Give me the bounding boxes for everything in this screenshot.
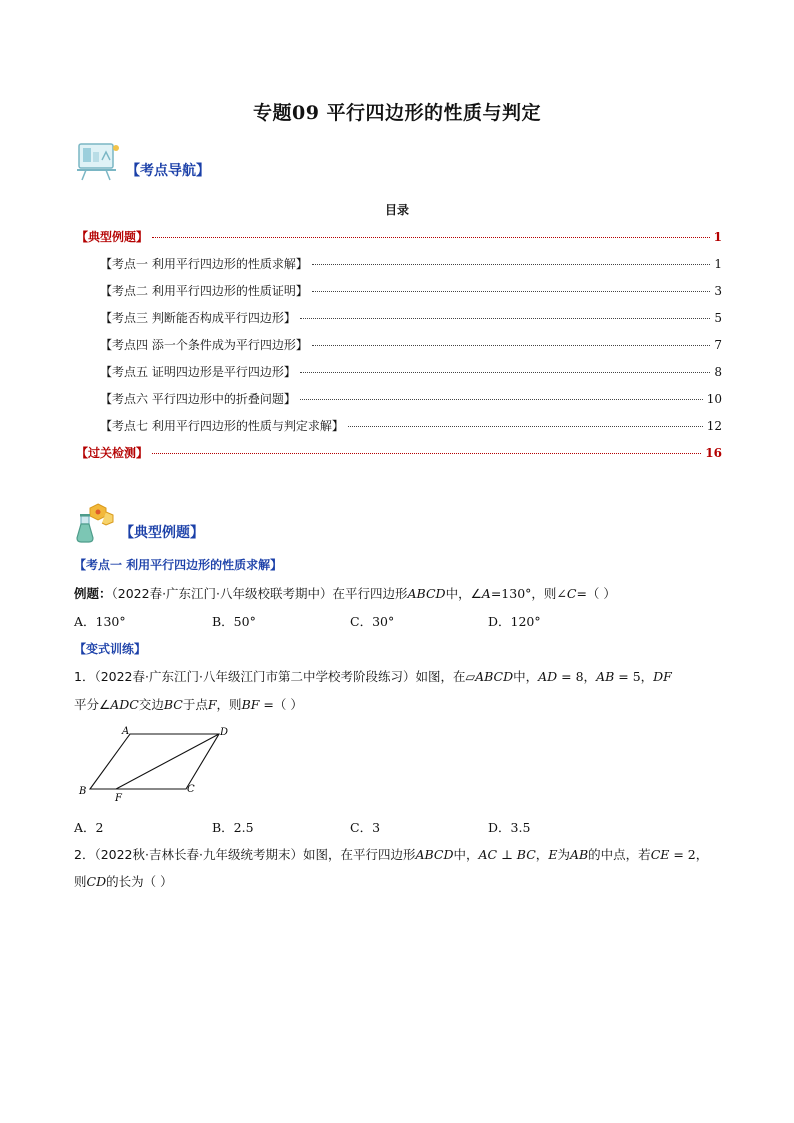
toc-item-text: 【过关检测】 [76, 446, 149, 460]
point-label-d: D [220, 727, 229, 738]
toc-item-page: 1 [713, 230, 722, 244]
toc-item-text: 【考点四 添一个条件成为平行四边形】 [100, 338, 308, 352]
toc-item[interactable] [100, 417, 722, 434]
toc-leader-dots [152, 237, 710, 238]
parallelogram-abcd [90, 734, 219, 789]
point-label-f: F [115, 793, 122, 804]
toc-item[interactable] [100, 363, 722, 380]
toc-item-page: 1 [714, 257, 722, 271]
option-a[interactable]: A．2 [74, 820, 104, 835]
toc-leader-dots [312, 345, 711, 346]
toc-leader-dots [152, 453, 701, 454]
whiteboard-icon [76, 140, 122, 182]
examples-section-label: 【典型例题】 [120, 525, 204, 541]
toc-item[interactable] [100, 282, 722, 299]
q1-line2: 平分∠ADC交边BC于点F，则BF =（ ） [74, 697, 303, 712]
toc-item-page: 8 [714, 365, 722, 379]
nav-section-label: 【考点导航】 [126, 163, 210, 179]
toc-item[interactable] [100, 336, 722, 353]
example-prefix: 例题： [74, 586, 112, 601]
option-c[interactable]: C．3 [350, 820, 381, 835]
parallelogram-figure [74, 722, 244, 806]
topic1-label: 【考点一 利用平行四边形的性质求解】 [74, 558, 283, 572]
toc-item[interactable] [76, 444, 722, 461]
toc-item[interactable] [100, 390, 722, 407]
toc-item-page: 7 [714, 338, 722, 352]
toc-leader-dots [300, 372, 711, 373]
toc-item[interactable] [100, 255, 722, 272]
option-b[interactable]: B．2.5 [212, 820, 254, 835]
toc-heading: 目录 [384, 203, 409, 217]
example-source: （2022春·广东江门·八年级校联考期中）在平行四边形 [111, 586, 408, 601]
variant-label: 【变式训练】 [74, 642, 147, 656]
q2-line2: 则CD的长为（ ） [74, 874, 173, 889]
point-label-a: A [122, 726, 130, 737]
toc-item[interactable] [76, 228, 722, 245]
toc-leader-dots [300, 399, 703, 400]
toc-item-text: 【考点一 利用平行四边形的性质求解】 [100, 257, 308, 271]
toc-leader-dots [300, 318, 711, 319]
q1-line1: 1．（2022春·广东江门·八年级江门市第二中学校考阶段练习）如图，在▱ABCD中，AD = 8，AB = 5，DF [74, 669, 672, 684]
toc-item-text: 【考点三 判断能否构成平行四边形】 [100, 311, 296, 325]
option-a[interactable]: A．130° [74, 614, 126, 629]
toc-item-page: 5 [714, 311, 722, 325]
toc-item-page: 12 [706, 419, 722, 433]
option-b[interactable]: B．50° [212, 614, 256, 629]
toc-item-text: 【典型例题】 [76, 230, 149, 244]
nav-section-header [76, 140, 210, 182]
toc-item[interactable] [100, 309, 722, 326]
toc-item-text: 【考点六 平行四边形中的折叠问题】 [100, 392, 296, 406]
examples-section-header [76, 502, 204, 544]
example-question: 例题：（2022春·广东江门·八年级校联考期中）在平行四边形ABCD中，∠A=130°，则∠C=（ ） [74, 586, 616, 601]
toc-item-page: 10 [706, 392, 722, 406]
toc-leader-dots [312, 264, 711, 265]
toc-leader-dots [312, 291, 711, 292]
toc-item-page: 3 [714, 284, 722, 298]
toc-item-text: 【考点五 证明四边形是平行四边形】 [100, 365, 296, 379]
option-d[interactable]: D．3.5 [488, 820, 531, 835]
example-options [74, 612, 626, 630]
option-d[interactable]: D．120° [488, 614, 541, 629]
option-c[interactable]: C．30° [350, 614, 395, 629]
toc-item-text: 【考点二 利用平行四边形的性质证明】 [100, 284, 308, 298]
page-title: 专题09 平行四边形的性质与判定 [252, 102, 542, 124]
toc-leader-dots [348, 426, 703, 427]
lab-flask-icon [76, 502, 116, 544]
point-label-c: C [187, 784, 195, 795]
toc-item-text: 【考点七 利用平行四边形的性质与判定求解】 [100, 419, 344, 433]
toc-item-page: 16 [705, 446, 722, 460]
q1-options [74, 818, 626, 836]
segment-df [116, 734, 219, 789]
point-label-b: B [79, 786, 87, 797]
q2-line1: 2．（2022秋·吉林长春·九年级统考期末）如图，在平行四边形ABCD中，AC ⊥ BC，E为AB的中点，若CE = 2， [74, 847, 709, 862]
